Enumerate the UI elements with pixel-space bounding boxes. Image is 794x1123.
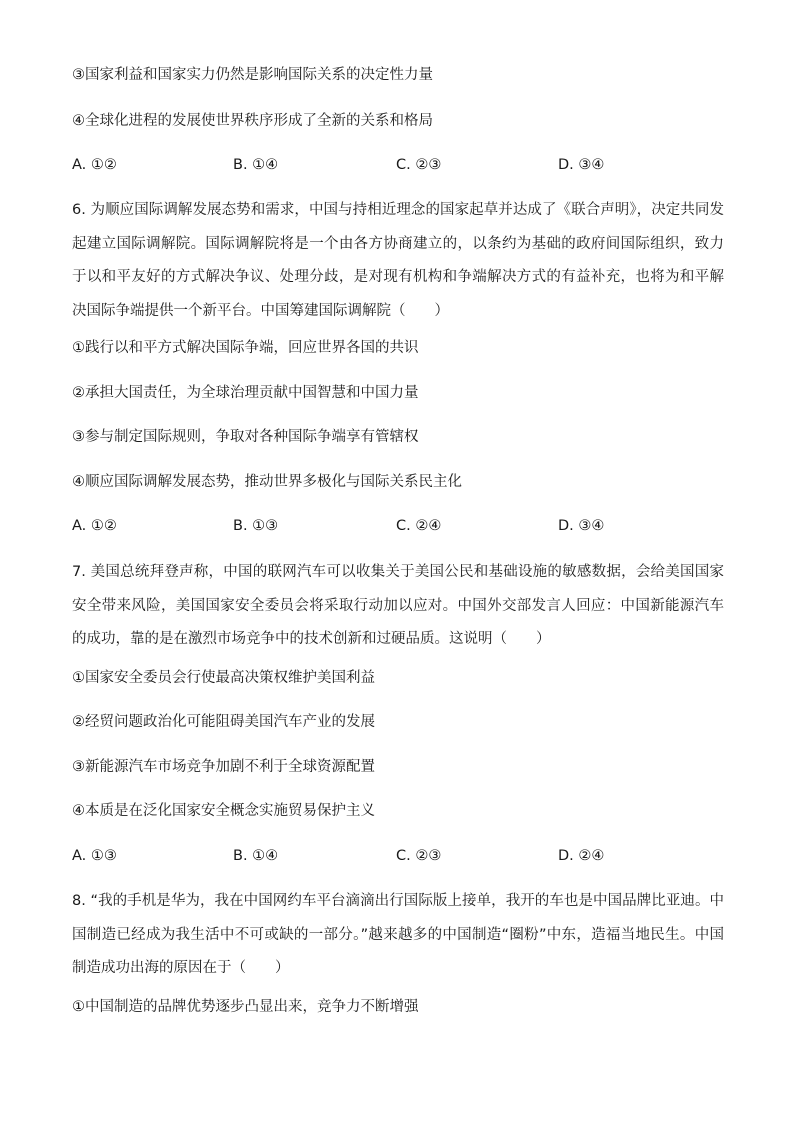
q6-stem: 6. 为顺应国际调解发展态势和需求，中国与持相近理念的国家起草并达成了《联合声明》，决定共同发起建立国际调解院。国际调解院将是一个由各方协商建立的，以条约为基础的政府间国际组织，致力于以和平友好的方式解决争议、处理分歧，是对现有机构和争端解决方式的有益补充，也将为和平解决国际争端提供一个新平台。中国筹建国际调解院（ ） bbox=[72, 202, 724, 319]
q6-item-4: ④顺应国际调解发展态势，推动世界多极化与国际关系民主化 bbox=[72, 474, 462, 490]
q5-item-4: ④全球化进程的发展使世界秩序形成了全新的关系和格局 bbox=[72, 113, 433, 129]
q5-option-c[interactable]: C. ②③ bbox=[396, 157, 442, 173]
q6-option-b[interactable]: B. ①③ bbox=[233, 518, 279, 534]
q7-stem: 7. 美国总统拜登声称，中国的联网汽车可以收集关于美国公民和基础设施的敏感数据，会给美国国家安全带来风险，美国国家安全委员会将采取行动加以应对。中国外交部发言人回应：中国新能源汽车的成功，靠的是在激烈市场竞争中的技术创新和过硬品质。这说明（ ） bbox=[72, 564, 724, 647]
q8-stem: 8. “我的手机是华为，我在中国网约车平台滴滴出行国际版上接单，我开的车也是中国品牌比亚迪。中国制造已经成为我生活中不可或缺的一部分。”越来越多的中国制造“圈粉”中东，造福当地民生。中国制造成功出海的原因在于（ ） bbox=[72, 893, 724, 976]
q5-option-d[interactable]: D. ③④ bbox=[558, 157, 605, 173]
q7-item-1: ①国家安全委员会行使最高决策权维护美国利益 bbox=[72, 670, 375, 686]
q6-item-3: ③参与制定国际规则，争取对各种国际争端享有管辖权 bbox=[72, 429, 419, 445]
q6-options bbox=[72, 515, 732, 537]
q7-option-c[interactable]: C. ②③ bbox=[396, 848, 442, 864]
q8-item-1: ①中国制造的品牌优势逐步凸显出来，竞争力不断增强 bbox=[72, 999, 419, 1015]
q7-options bbox=[72, 845, 732, 867]
q7-option-b[interactable]: B. ①④ bbox=[233, 848, 279, 864]
q5-options bbox=[72, 154, 732, 176]
q6-item-1: ①践行以和平方式解决国际争端，回应世界各国的共识 bbox=[72, 340, 419, 356]
q5-option-a[interactable]: A. ①② bbox=[72, 157, 117, 173]
q6-option-a[interactable]: A. ①② bbox=[72, 518, 117, 534]
q5-option-b[interactable]: B. ①④ bbox=[233, 157, 279, 173]
q7-item-2: ②经贸问题政治化可能阻碍美国汽车产业的发展 bbox=[72, 714, 375, 730]
q5-item-3: ③国家利益和国家实力仍然是影响国际关系的决定性力量 bbox=[72, 67, 433, 83]
q6-item-2: ②承担大国责任，为全球治理贡献中国智慧和中国力量 bbox=[72, 385, 419, 401]
q7-item-4: ④本质是在泛化国家安全概念实施贸易保护主义 bbox=[72, 803, 375, 819]
q7-option-a[interactable]: A. ①③ bbox=[72, 848, 117, 864]
q7-option-d[interactable]: D. ②④ bbox=[558, 848, 605, 864]
q6-option-d[interactable]: D. ③④ bbox=[558, 518, 605, 534]
q7-item-3: ③新能源汽车市场竞争加剧不利于全球资源配置 bbox=[72, 759, 375, 775]
q6-option-c[interactable]: C. ②④ bbox=[396, 518, 442, 534]
